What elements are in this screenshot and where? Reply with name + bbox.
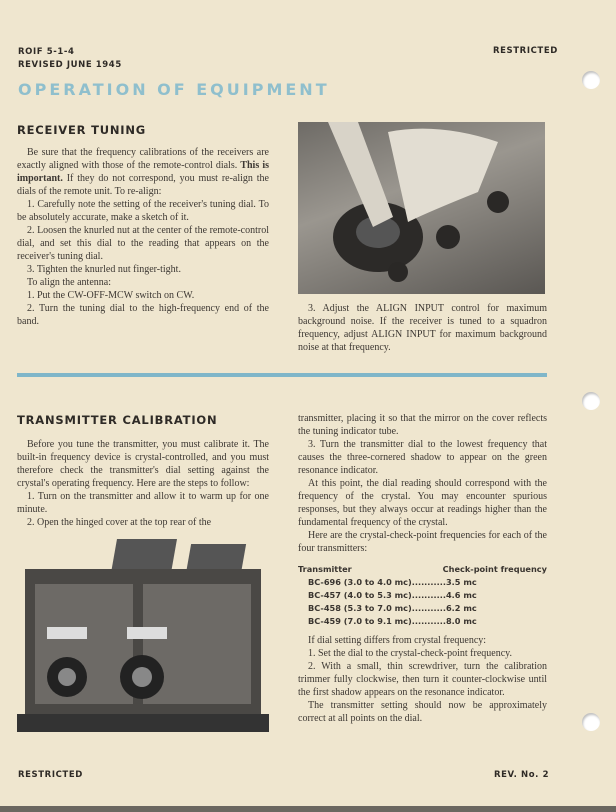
footer-classification: RESTRICTED bbox=[18, 770, 83, 780]
receiver-intro bbox=[17, 146, 269, 198]
intro-text: Be sure that the frequency calibrations of the receivers are exactly aligned with those of the remote-control dials. bbox=[17, 147, 269, 171]
table-header-row bbox=[298, 563, 547, 576]
step: 3. Turn the transmitter dial to the lowest frequency that causes the three-cornered shadow to appear on the green resonance indicator. bbox=[298, 439, 547, 476]
transmitter-calibration-heading: TRANSMITTER CALIBRATION bbox=[17, 413, 218, 427]
step-continued: transmitter, placing it so that the mirror on the cover reflects the tuning indicator tube. bbox=[298, 413, 547, 437]
table-row bbox=[298, 589, 547, 602]
check-point-table bbox=[298, 563, 547, 628]
step: 2. Turn the tuning dial to the high-frequency end of the band. bbox=[17, 303, 269, 327]
page-title: OPERATION OF EQUIPMENT bbox=[18, 80, 330, 99]
binder-hole bbox=[582, 713, 600, 731]
section-divider bbox=[17, 373, 547, 377]
frequency-cell: 8.0 mc bbox=[445, 616, 477, 626]
doc-id: ROIF 5-1-4 bbox=[18, 47, 75, 57]
binder-hole bbox=[582, 392, 600, 410]
frequency-cell: 4.6 mc bbox=[445, 590, 477, 600]
table-row bbox=[298, 602, 547, 615]
intro-text: If they do not correspond, you must re-align the dials of the remote unit. To re-align: bbox=[17, 173, 269, 197]
paragraph: The transmitter setting should now be approximately correct at all points on the dial. bbox=[298, 700, 547, 724]
footer-revision: REV. No. 2 bbox=[494, 770, 550, 780]
binder-hole bbox=[582, 71, 600, 89]
transmitter-right-column bbox=[298, 412, 547, 739]
transmitter-left-column bbox=[17, 412, 269, 739]
transmitter-calibration-section bbox=[17, 412, 547, 739]
align-input-text bbox=[298, 302, 547, 354]
correction-text bbox=[298, 634, 547, 725]
frequency-cell: 3.5 mc bbox=[445, 577, 477, 587]
step: 2. With a small, thin screwdriver, turn the calibration trimmer fully clockwise, then turn it counter-clockwise until the first shadow appears on the resonance indicator. bbox=[298, 661, 547, 698]
important-note: This is important. bbox=[17, 160, 269, 184]
dial-illustration bbox=[298, 122, 545, 294]
remote-control-dial-photo bbox=[298, 122, 545, 294]
receiver-tuning-text bbox=[17, 146, 269, 328]
table-row bbox=[298, 615, 547, 628]
transmitter-photo bbox=[17, 539, 269, 739]
revised-date: REVISED JUNE 1945 bbox=[18, 60, 122, 70]
transmitter-cell: BC-458 (5.3 to 7.0 mc)........... bbox=[308, 603, 446, 613]
step: 3. Tighten the knurled nut finger-tight. bbox=[27, 264, 181, 275]
paragraph: At this point, the dial reading should correspond with the frequency of the crystal. You may encounter spurious responses, but they always occur at readings higher than the fundamental frequency of the crystal. bbox=[298, 478, 547, 528]
transmitter-cell: BC-696 (3.0 to 4.0 mc)........... bbox=[308, 577, 446, 587]
intro-text: Before you tune the transmitter, you must calibrate it. The built-in frequency device is crystal-controlled, and you must therefore check the transmitter's dial setting against the crystal's operating frequency. Here are the steps to follow: bbox=[17, 439, 269, 489]
receiver-tuning-section bbox=[17, 122, 547, 354]
step: 1. Put the CW-OFF-MCW switch on CW. bbox=[27, 290, 195, 301]
frequency-cell: 6.2 mc bbox=[445, 603, 477, 613]
transmitter-illustration bbox=[17, 539, 269, 739]
receiver-tuning-heading: RECEIVER TUNING bbox=[17, 123, 147, 137]
step: 3. Adjust the ALIGN INPUT control for maximum background noise. If the receiver is tuned to a squadron frequency, adjust ALIGN INPUT for maximum background noise at that frequency. bbox=[298, 303, 547, 353]
step: 2. Open the hinged cover at the top rear of the bbox=[27, 517, 212, 528]
page-edge bbox=[0, 806, 616, 812]
step: 2. Loosen the knurled nut at the center of the remote-control dial, and set this dial to the reading that appears on the receiver's tuning dial. bbox=[17, 225, 269, 262]
transmitter-cell: BC-457 (4.0 to 5.3 mc)........... bbox=[308, 590, 446, 600]
step: 1. Set the dial to the crystal-check-point frequency. bbox=[308, 648, 512, 659]
transmitter-cell: BC-459 (7.0 to 9.1 mc)........... bbox=[308, 616, 446, 626]
step: 1. Carefully note the setting of the receiver's tuning dial. To be absolutely accurate, make a sketch of it. bbox=[17, 199, 269, 223]
paragraph: If dial setting differs from crystal frequency: bbox=[308, 635, 487, 646]
receiver-right-column bbox=[298, 122, 547, 354]
receiver-left-column bbox=[17, 122, 269, 354]
column-header: Check-point frequency bbox=[442, 564, 547, 574]
classification-header: RESTRICTED bbox=[493, 46, 558, 56]
column-header: Transmitter bbox=[298, 564, 352, 574]
step: 1. Turn on the transmitter and allow it to warm up for one minute. bbox=[17, 491, 269, 515]
transmitter-steps-text bbox=[298, 412, 547, 555]
paragraph: Here are the crystal-check-point frequencies for each of the four transmitters: bbox=[298, 530, 547, 554]
antenna-intro: To align the antenna: bbox=[27, 277, 111, 288]
table-row bbox=[298, 576, 547, 589]
transmitter-intro-text bbox=[17, 438, 269, 529]
